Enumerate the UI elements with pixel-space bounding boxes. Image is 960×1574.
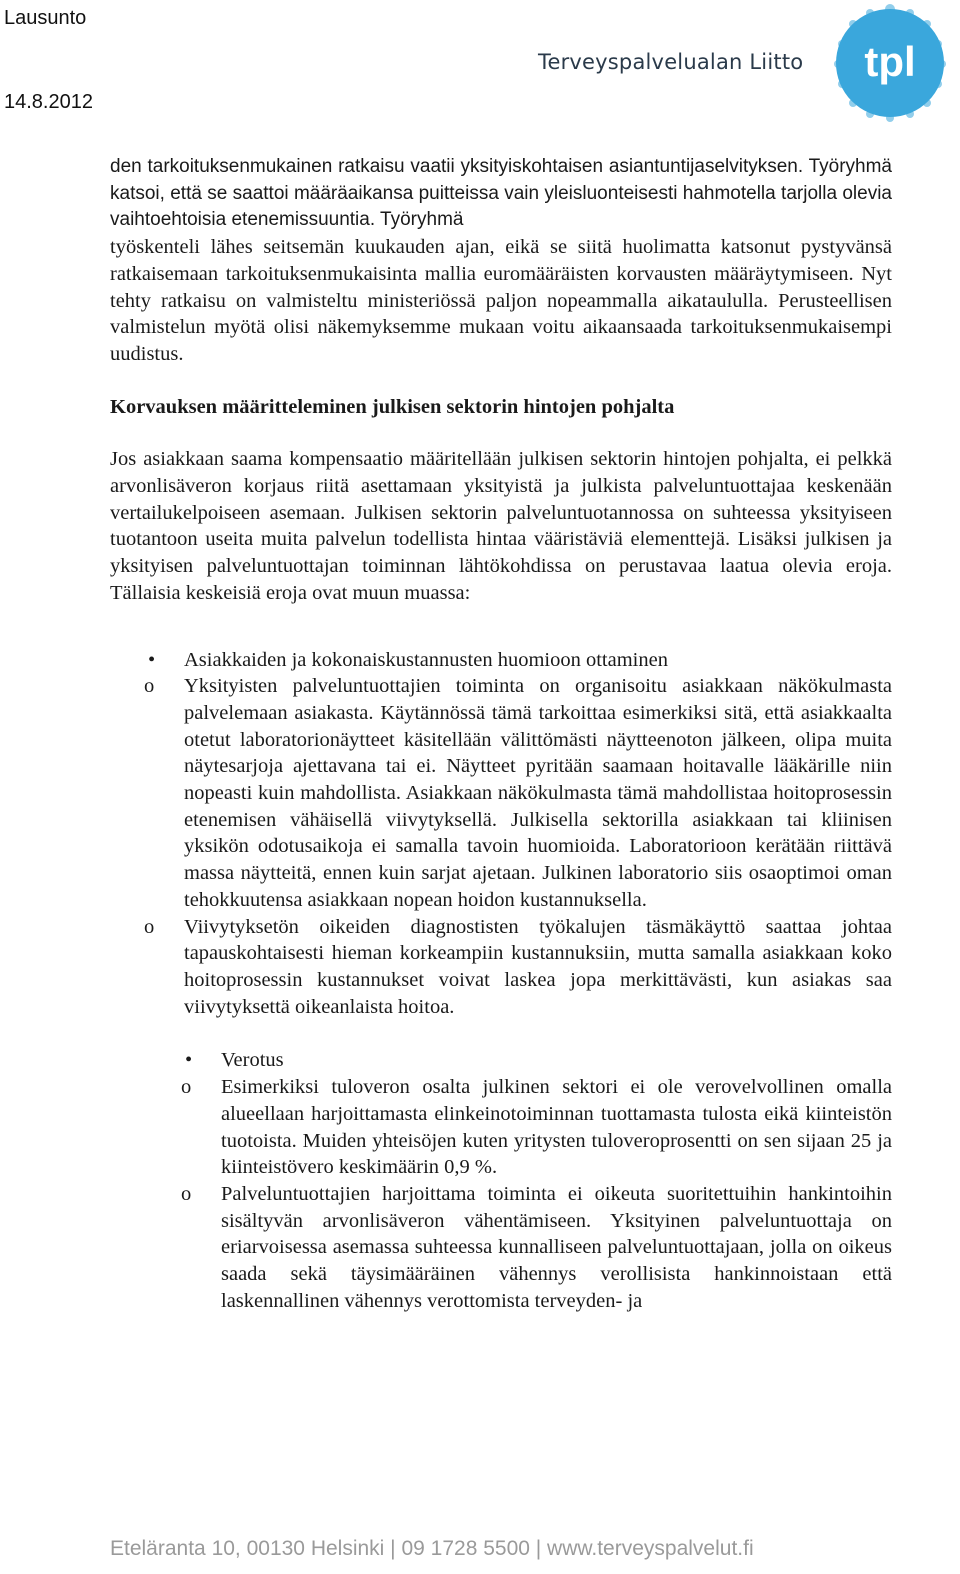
bullet-icon: • (185, 1049, 193, 1072)
sublist-item-text: Viivytyksetön oikeiden diagnostisten työkalujen täsmäkäyttö saattaa johtaa tapauskohtaisesti hieman korkeampiin kustannuksiin, mutta samalla asiakkaan koko hoitoprosessin kustannukset voivat laskea jopa merkittävästi, kun asiakas saa viivytyksettä oikeanlaista hoitoa. (184, 915, 892, 1018)
circle-bullet-icon: o (181, 1076, 192, 1099)
bullet-icon: • (148, 648, 156, 671)
circle-bullet-icon: o (144, 915, 155, 938)
document-type: Lausunto (4, 7, 87, 29)
list-item-costs (110, 647, 892, 1021)
list-item-title: Asiakkaiden ja kokonaiskustannusten huomioon ottaminen (184, 648, 668, 671)
paragraph-1: työskenteli lähes seitsemän kuukauden ajan, eikä se siitä huolimatta katsonut pystyvänsä ratkaisemaan tarkoituksenmukaisinta mallia euromääräisten korvausten määräytymiseen. Nyt tehty ratkaisu on valmisteltu ministeriössä paljon nopeammalla aikataululla. Perusteellisen valmistelun myötä olisi näkemyksemme mukaan voitu aikaansaada tarkoituksenmukaisempi uudistus. (110, 236, 892, 365)
sublist-item-text: Esimerkiksi tuloveron osalta julkinen sektori ei ole verovelvollinen omalla alueellaan harjoittamasta elinkeinotoiminnan tuottamasta tulosta eikä kiinteistön tuotoista. Muiden yhteisöjen kuten yritysten tuloveroprosentti on sen sijaan 25 ja kiinteistövero keskimäärin 0,9 %. (221, 1076, 892, 1179)
tpl-logo (830, 4, 950, 122)
differences-list (110, 647, 892, 1315)
list-item-title: Verotus (221, 1049, 284, 1072)
sublist-item (147, 1074, 892, 1181)
intro-paragraph: den tarkoituksenmukainen ratkaisu vaatii yksityiskohtaisen asiantuntijaselvityksen. Työryhmä katsoi, että se saattoi määräaikansa puitteissa vain yleisluonteisesti hahmotella tarjolla olevia vaihtoehtoisia etenemissuuntia. Työryhmä (110, 156, 892, 231)
circle-bullet-icon: o (144, 675, 155, 698)
footer-contact: Eteläranta 10, 00130 Helsinki | 09 1728 5500 | www.terveyspalvelut.fi (110, 1537, 754, 1560)
sublist-item-text: Yksityisten palveluntuottajien toiminta on organisoitu asiakkaan näkökulmasta palvelemaan asiakasta. Käytännössä tämä tarkoittaa esimerkiksi sitä, että asiakkaalta otetut laboratorionäytteet käsitellään välittömästi näytteenoton jälkeen, olipa muita näytesarjoja ajettavana tai ei. Näytteet pyritään saamaan hoitavalle lääkärille niin nopeasti kuin mahdollista. Asiakkaan näkökulmasta tämä mahdollistaa hoitoprosessin etenemisen vähäisellä viivytyksellä. Julkisella sektorilla asiakkaan tai kliinisen yksikön odotusaikoja ei samalla tavoin huomioida. Laboratorioon kerätään riittävä massa näytteitä, ennen kuin sarjat ajetaan. Julkinen laboratorio siis osaoptimoi oman tehokkuutensa asiakkaan nopean hoidon kustannuksella. (184, 675, 892, 911)
document-date: 14.8.2012 (4, 91, 93, 113)
sublist-item (110, 673, 892, 913)
document-header-left (4, 4, 93, 116)
section-heading: Korvauksen määritteleminen julkisen sektorin hintojen pohjalta (110, 395, 675, 418)
circle-bullet-icon: o (181, 1182, 192, 1205)
paragraph-2: Jos asiakkaan saama kompensaatio määritellään julkisen sektorin hintojen pohjalta, ei pelkkä arvonlisäveron korjaus riitä asettamaan yksityistä ja julkista palveluntuottajaa keskenään vertailukelpoiseen asemaan. Julkisen sektorin palveluntuotannossa on suhteessa yksityiseen tuotantoon useita muita palvelun todellista hintaa vääristäviä elementtejä. Lisäksi julkisen ja yksityisen palveluntuottajan toiminnan lähtökohdissa on perustavaa laatua olevia eroja. Tällaisia keskeisiä eroja ovat muun muassa: (110, 448, 892, 604)
document-body (110, 154, 892, 1314)
logo-text: tpl (864, 38, 916, 85)
sublist-item (110, 914, 892, 1021)
list-item-taxation (110, 1047, 892, 1314)
organization-name: Terveyspalvelualan Liitto (538, 50, 804, 74)
sublist-costs (144, 673, 892, 1020)
sublist-taxation (181, 1074, 892, 1314)
sublist-item-text: Palveluntuottajien harjoittama toiminta ei oikeuta suoritettuihin hankintoihin sisältyvän arvonlisäveron vähentämiseen. Yksityinen palveluntuottaja on eriarvoisessa asemassa suhteessa kunnalliseen palveluntuottajaan, jolla on oikeus saada sekä täysimääräinen vähennys verollisista hankinnoistaan että laskennallinen vähennys verottomista terveyden- ja (221, 1182, 892, 1312)
sublist-item (147, 1181, 892, 1315)
